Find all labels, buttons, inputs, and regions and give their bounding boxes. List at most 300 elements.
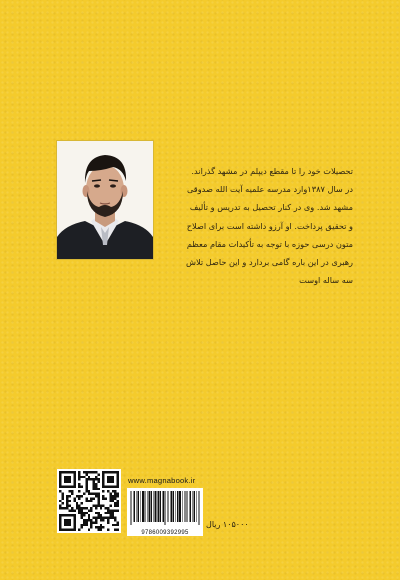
qr-module [78, 529, 80, 531]
qr-module [73, 519, 75, 521]
qr-module [93, 517, 95, 519]
qr-module [78, 495, 80, 497]
qr-module [71, 514, 73, 516]
qr-module [64, 485, 66, 487]
qr-module [109, 500, 111, 502]
barcode-bar [151, 491, 152, 522]
barcode-bar [158, 491, 159, 522]
qr-module [117, 478, 119, 480]
qr-module [114, 495, 116, 497]
qr-module [81, 517, 83, 519]
barcode-bar [147, 491, 148, 522]
qr-module [61, 495, 63, 497]
qr-module [66, 476, 68, 478]
qr-module [107, 476, 109, 478]
barcode-bar [194, 491, 195, 522]
qr-module [85, 481, 87, 483]
qr-module [117, 473, 119, 475]
barcode-bar [199, 491, 200, 525]
qr-module [97, 497, 99, 499]
qr-module [83, 512, 85, 514]
qr-module [85, 521, 87, 523]
qr-module [97, 512, 99, 514]
qr-module [59, 476, 61, 478]
qr-module [66, 478, 68, 480]
qr-module [95, 483, 97, 485]
barcode-bar [160, 491, 161, 522]
qr-module [64, 481, 66, 483]
qr-module [64, 529, 66, 531]
qr-module [100, 529, 102, 531]
barcode-bar [182, 491, 183, 522]
qr-module [69, 519, 71, 521]
qr-module [78, 485, 80, 487]
qr-module [109, 485, 111, 487]
qr-module [109, 478, 111, 480]
qr-module [102, 490, 104, 492]
qr-module [95, 507, 97, 509]
qr-module [83, 507, 85, 509]
qr-module [59, 478, 61, 480]
qr-module [97, 481, 99, 483]
qr-module [117, 529, 119, 531]
qr-module [90, 497, 92, 499]
qr-module [73, 481, 75, 483]
qr-module [93, 483, 95, 485]
qr-module [59, 519, 61, 521]
qr-module [66, 497, 68, 499]
qr-module [81, 524, 83, 526]
qr-module [97, 526, 99, 528]
author-biography [156, 162, 353, 289]
qr-module [71, 529, 73, 531]
bio-line: سه ساله اوست [299, 275, 353, 286]
barcode-bar [142, 491, 143, 522]
barcode-bar [131, 491, 132, 525]
qr-module [69, 509, 71, 511]
qr-module [90, 507, 92, 509]
qr-module [61, 493, 63, 495]
qr-module [59, 471, 61, 473]
qr-module [97, 517, 99, 519]
qr-module [73, 517, 75, 519]
qr-module [85, 471, 87, 473]
qr-module [100, 514, 102, 516]
qr-module [112, 500, 114, 502]
qr-module [112, 495, 114, 497]
qr-module [81, 512, 83, 514]
qr-module [73, 476, 75, 478]
qr-module [59, 517, 61, 519]
qr-module [112, 481, 114, 483]
qr-module [117, 485, 119, 487]
qr-module [97, 478, 99, 480]
qr-module [69, 529, 71, 531]
qr-module [112, 471, 114, 473]
barcode-bar [180, 491, 181, 522]
qr-module [61, 507, 63, 509]
qr-module [112, 478, 114, 480]
qr-module [69, 485, 71, 487]
qr-module [90, 478, 92, 480]
qr-module [97, 529, 99, 531]
qr-module [66, 524, 68, 526]
qr-module [88, 500, 90, 502]
qr-module [76, 495, 78, 497]
qr-module [90, 526, 92, 528]
qr-module [64, 524, 66, 526]
qr-module [83, 471, 85, 473]
barcode-bar [157, 491, 158, 522]
qr-module [107, 529, 109, 531]
qr-module [66, 500, 68, 502]
qr-module [107, 517, 109, 519]
qr-module [64, 476, 66, 478]
qr-module [66, 507, 68, 509]
qr-module [117, 481, 119, 483]
qr-module [97, 505, 99, 507]
barcode-bar [151, 491, 152, 522]
qr-module [83, 524, 85, 526]
qr-module [93, 478, 95, 480]
qr-module [59, 490, 61, 492]
qr-module [83, 521, 85, 523]
qr-module [83, 514, 85, 516]
barcode-bar [163, 491, 164, 522]
qr-module [76, 505, 78, 507]
qr-module [71, 485, 73, 487]
qr-module [114, 485, 116, 487]
qr-module [78, 509, 80, 511]
qr-module [117, 521, 119, 523]
barcode-bar [190, 491, 191, 522]
barcode-bar [167, 491, 168, 522]
barcode-bar [138, 491, 139, 522]
qr-module [73, 509, 75, 511]
barcode-bar [173, 491, 174, 522]
qr-module [95, 526, 97, 528]
qr-module [102, 481, 104, 483]
qr-module [105, 507, 107, 509]
barcode-bar [130, 491, 131, 525]
qr-module [93, 488, 95, 490]
qr-module [73, 514, 75, 516]
qr-module [114, 505, 116, 507]
qr-module [102, 476, 104, 478]
barcode-bar [193, 491, 194, 522]
qr-module [90, 509, 92, 511]
barcode-bar [143, 491, 144, 522]
qr-module [114, 490, 116, 492]
qr-module [112, 512, 114, 514]
publisher-website[interactable]: www.magnabook.ir [128, 476, 196, 485]
qr-module [109, 481, 111, 483]
qr-module [97, 495, 99, 497]
qr-module [117, 483, 119, 485]
qr-module [73, 478, 75, 480]
qr-module [85, 500, 87, 502]
qr-module [95, 488, 97, 490]
bio-line: در سال ۱۳۸۷وارد مدرسه علمیه آیت الله صدوقی [186, 184, 353, 195]
barcode-bar [177, 491, 178, 522]
qr-module [102, 478, 104, 480]
bio-line: و تحقیق پرداخت. او آرزو داشته است برای اصلاح [186, 220, 353, 231]
qr-module [81, 495, 83, 497]
qr-module [117, 524, 119, 526]
qr-module [107, 485, 109, 487]
qr-module [105, 471, 107, 473]
barcode-digits: 9786009392995 [141, 530, 189, 536]
qr-module [117, 509, 119, 511]
qr-module [69, 500, 71, 502]
qr-module [102, 485, 104, 487]
qr-module [88, 514, 90, 516]
barcode-bar [184, 491, 185, 522]
qr-module [64, 478, 66, 480]
barcode-bar [159, 491, 160, 522]
qr-module [81, 514, 83, 516]
qr-module [69, 481, 71, 483]
barcode-bar [179, 491, 180, 522]
barcode-bar [165, 491, 166, 525]
qr-module [95, 493, 97, 495]
qr-module [114, 519, 116, 521]
barcode-bar [175, 491, 176, 522]
qr-module [78, 476, 80, 478]
barcode-bar [173, 491, 174, 522]
qr-module [88, 509, 90, 511]
qr-module [93, 497, 95, 499]
qr-module [88, 478, 90, 480]
qr-module [114, 497, 116, 499]
qr-module [66, 481, 68, 483]
qr-module [59, 483, 61, 485]
qr-module [100, 505, 102, 507]
qr-module [61, 485, 63, 487]
qr-module [109, 512, 111, 514]
isbn-barcode [127, 488, 203, 536]
qr-module [73, 500, 75, 502]
qr-module [117, 495, 119, 497]
qr-module [100, 517, 102, 519]
qr-module [90, 493, 92, 495]
barcode-bar [192, 491, 193, 522]
qr-module [78, 471, 80, 473]
qr-module [71, 471, 73, 473]
qr-module [66, 495, 68, 497]
qr-module [69, 505, 71, 507]
qr-module [59, 473, 61, 475]
qr-module [109, 514, 111, 516]
qr-module [107, 507, 109, 509]
qr-module [66, 471, 68, 473]
barcode-bar [164, 491, 165, 525]
barcode-bar [198, 491, 199, 525]
barcode-bar [155, 491, 156, 522]
qr-module [78, 483, 80, 485]
qr-module [114, 529, 116, 531]
qr-module [64, 521, 66, 523]
qr-module [81, 526, 83, 528]
barcode-bar [162, 491, 163, 522]
qr-module [114, 517, 116, 519]
barcode-bar [145, 491, 146, 522]
qr-module [114, 493, 116, 495]
qr-module [61, 497, 63, 499]
qr-module [112, 485, 114, 487]
qr-module [90, 519, 92, 521]
qr-module [69, 490, 71, 492]
qr-module [109, 493, 111, 495]
barcode-bar [149, 491, 150, 522]
qr-module [112, 490, 114, 492]
qr-module [95, 519, 97, 521]
qr-module [64, 514, 66, 516]
qr-module [69, 471, 71, 473]
qr-module [100, 519, 102, 521]
qr-module [76, 502, 78, 504]
qr-module [69, 495, 71, 497]
qr-module [95, 505, 97, 507]
qr-module [102, 517, 104, 519]
qr-module [90, 524, 92, 526]
qr-module [95, 512, 97, 514]
bio-line: تحصیلات خود را تا مقطع دیپلم در مشهد گذراند. [191, 166, 353, 176]
qr-module [59, 529, 61, 531]
qr-module [78, 490, 80, 492]
qr-module [88, 529, 90, 531]
qr-module [73, 524, 75, 526]
qr-module [117, 505, 119, 507]
qr-module [78, 473, 80, 475]
qr-module [85, 524, 87, 526]
qr-module [95, 495, 97, 497]
qr-module [61, 529, 63, 531]
qr-module [78, 505, 80, 507]
qr-module [112, 497, 114, 499]
qr-module [112, 476, 114, 478]
qr-module [95, 485, 97, 487]
qr-module [105, 512, 107, 514]
qr-module [93, 505, 95, 507]
barcode-bar [196, 491, 197, 522]
qr-module [78, 478, 80, 480]
qr-module [93, 471, 95, 473]
qr-module [88, 519, 90, 521]
qr-module [109, 476, 111, 478]
qr-module [102, 526, 104, 528]
qr-module [107, 481, 109, 483]
qr-module [66, 521, 68, 523]
barcode-bar [137, 491, 138, 522]
qr-module [112, 514, 114, 516]
qr-module [71, 493, 73, 495]
qr-module [109, 495, 111, 497]
qr-module [100, 524, 102, 526]
barcode-bar [143, 491, 144, 522]
barcode-bar [186, 491, 187, 522]
qr-module [117, 493, 119, 495]
qr-module [81, 485, 83, 487]
qr-module [93, 493, 95, 495]
qr-module [107, 478, 109, 480]
qr-module [117, 500, 119, 502]
barcode-bar [140, 491, 141, 522]
qr-module [105, 497, 107, 499]
qr-module [102, 471, 104, 473]
barcode-bar [190, 491, 191, 522]
qr-module [59, 485, 61, 487]
qr-module [69, 521, 71, 523]
qr-module [95, 476, 97, 478]
qr-module [73, 526, 75, 528]
qr-module [76, 507, 78, 509]
barcode-bar [148, 491, 149, 522]
barcode-bar [179, 491, 180, 522]
qr-module [85, 507, 87, 509]
qr-module [90, 471, 92, 473]
qr-module [81, 502, 83, 504]
qr-module [90, 500, 92, 502]
qr-module [97, 514, 99, 516]
qr-module [105, 485, 107, 487]
qr-module [88, 493, 90, 495]
qr-module [109, 509, 111, 511]
price-label: ۱۰۵۰۰۰ ریال [206, 520, 249, 529]
qr-module [61, 514, 63, 516]
qr-module [85, 485, 87, 487]
qr-module [83, 493, 85, 495]
qr-module [85, 473, 87, 475]
qr-module [93, 521, 95, 523]
qr-module [95, 478, 97, 480]
qr-module [73, 521, 75, 523]
qr-module [66, 519, 68, 521]
qr-module [93, 485, 95, 487]
qr-module [85, 512, 87, 514]
qr-module [97, 488, 99, 490]
qr-module [85, 490, 87, 492]
qr-module [69, 524, 71, 526]
qr-module [102, 483, 104, 485]
qr-module [73, 483, 75, 485]
qr-module [85, 519, 87, 521]
qr-module [102, 473, 104, 475]
bio-line: متون درسی حوزه با توجه به تأکیدات مقام معظم [186, 238, 353, 249]
qr-module [95, 517, 97, 519]
qr-module [102, 497, 104, 499]
qr-module [69, 514, 71, 516]
qr-module [69, 478, 71, 480]
qr-module [109, 517, 111, 519]
qr-module [107, 512, 109, 514]
qr-module [66, 505, 68, 507]
qr-module [78, 507, 80, 509]
qr-module [64, 519, 66, 521]
qr-module [105, 517, 107, 519]
qr-module [81, 476, 83, 478]
qr-module [71, 509, 73, 511]
qr-module [59, 524, 61, 526]
qr-module [88, 476, 90, 478]
qr-module [112, 524, 114, 526]
barcode-bar [171, 491, 172, 522]
qr-module [107, 521, 109, 523]
qr-module [85, 478, 87, 480]
qr-module [107, 471, 109, 473]
barcode-bar [168, 491, 169, 522]
qr-module [71, 507, 73, 509]
